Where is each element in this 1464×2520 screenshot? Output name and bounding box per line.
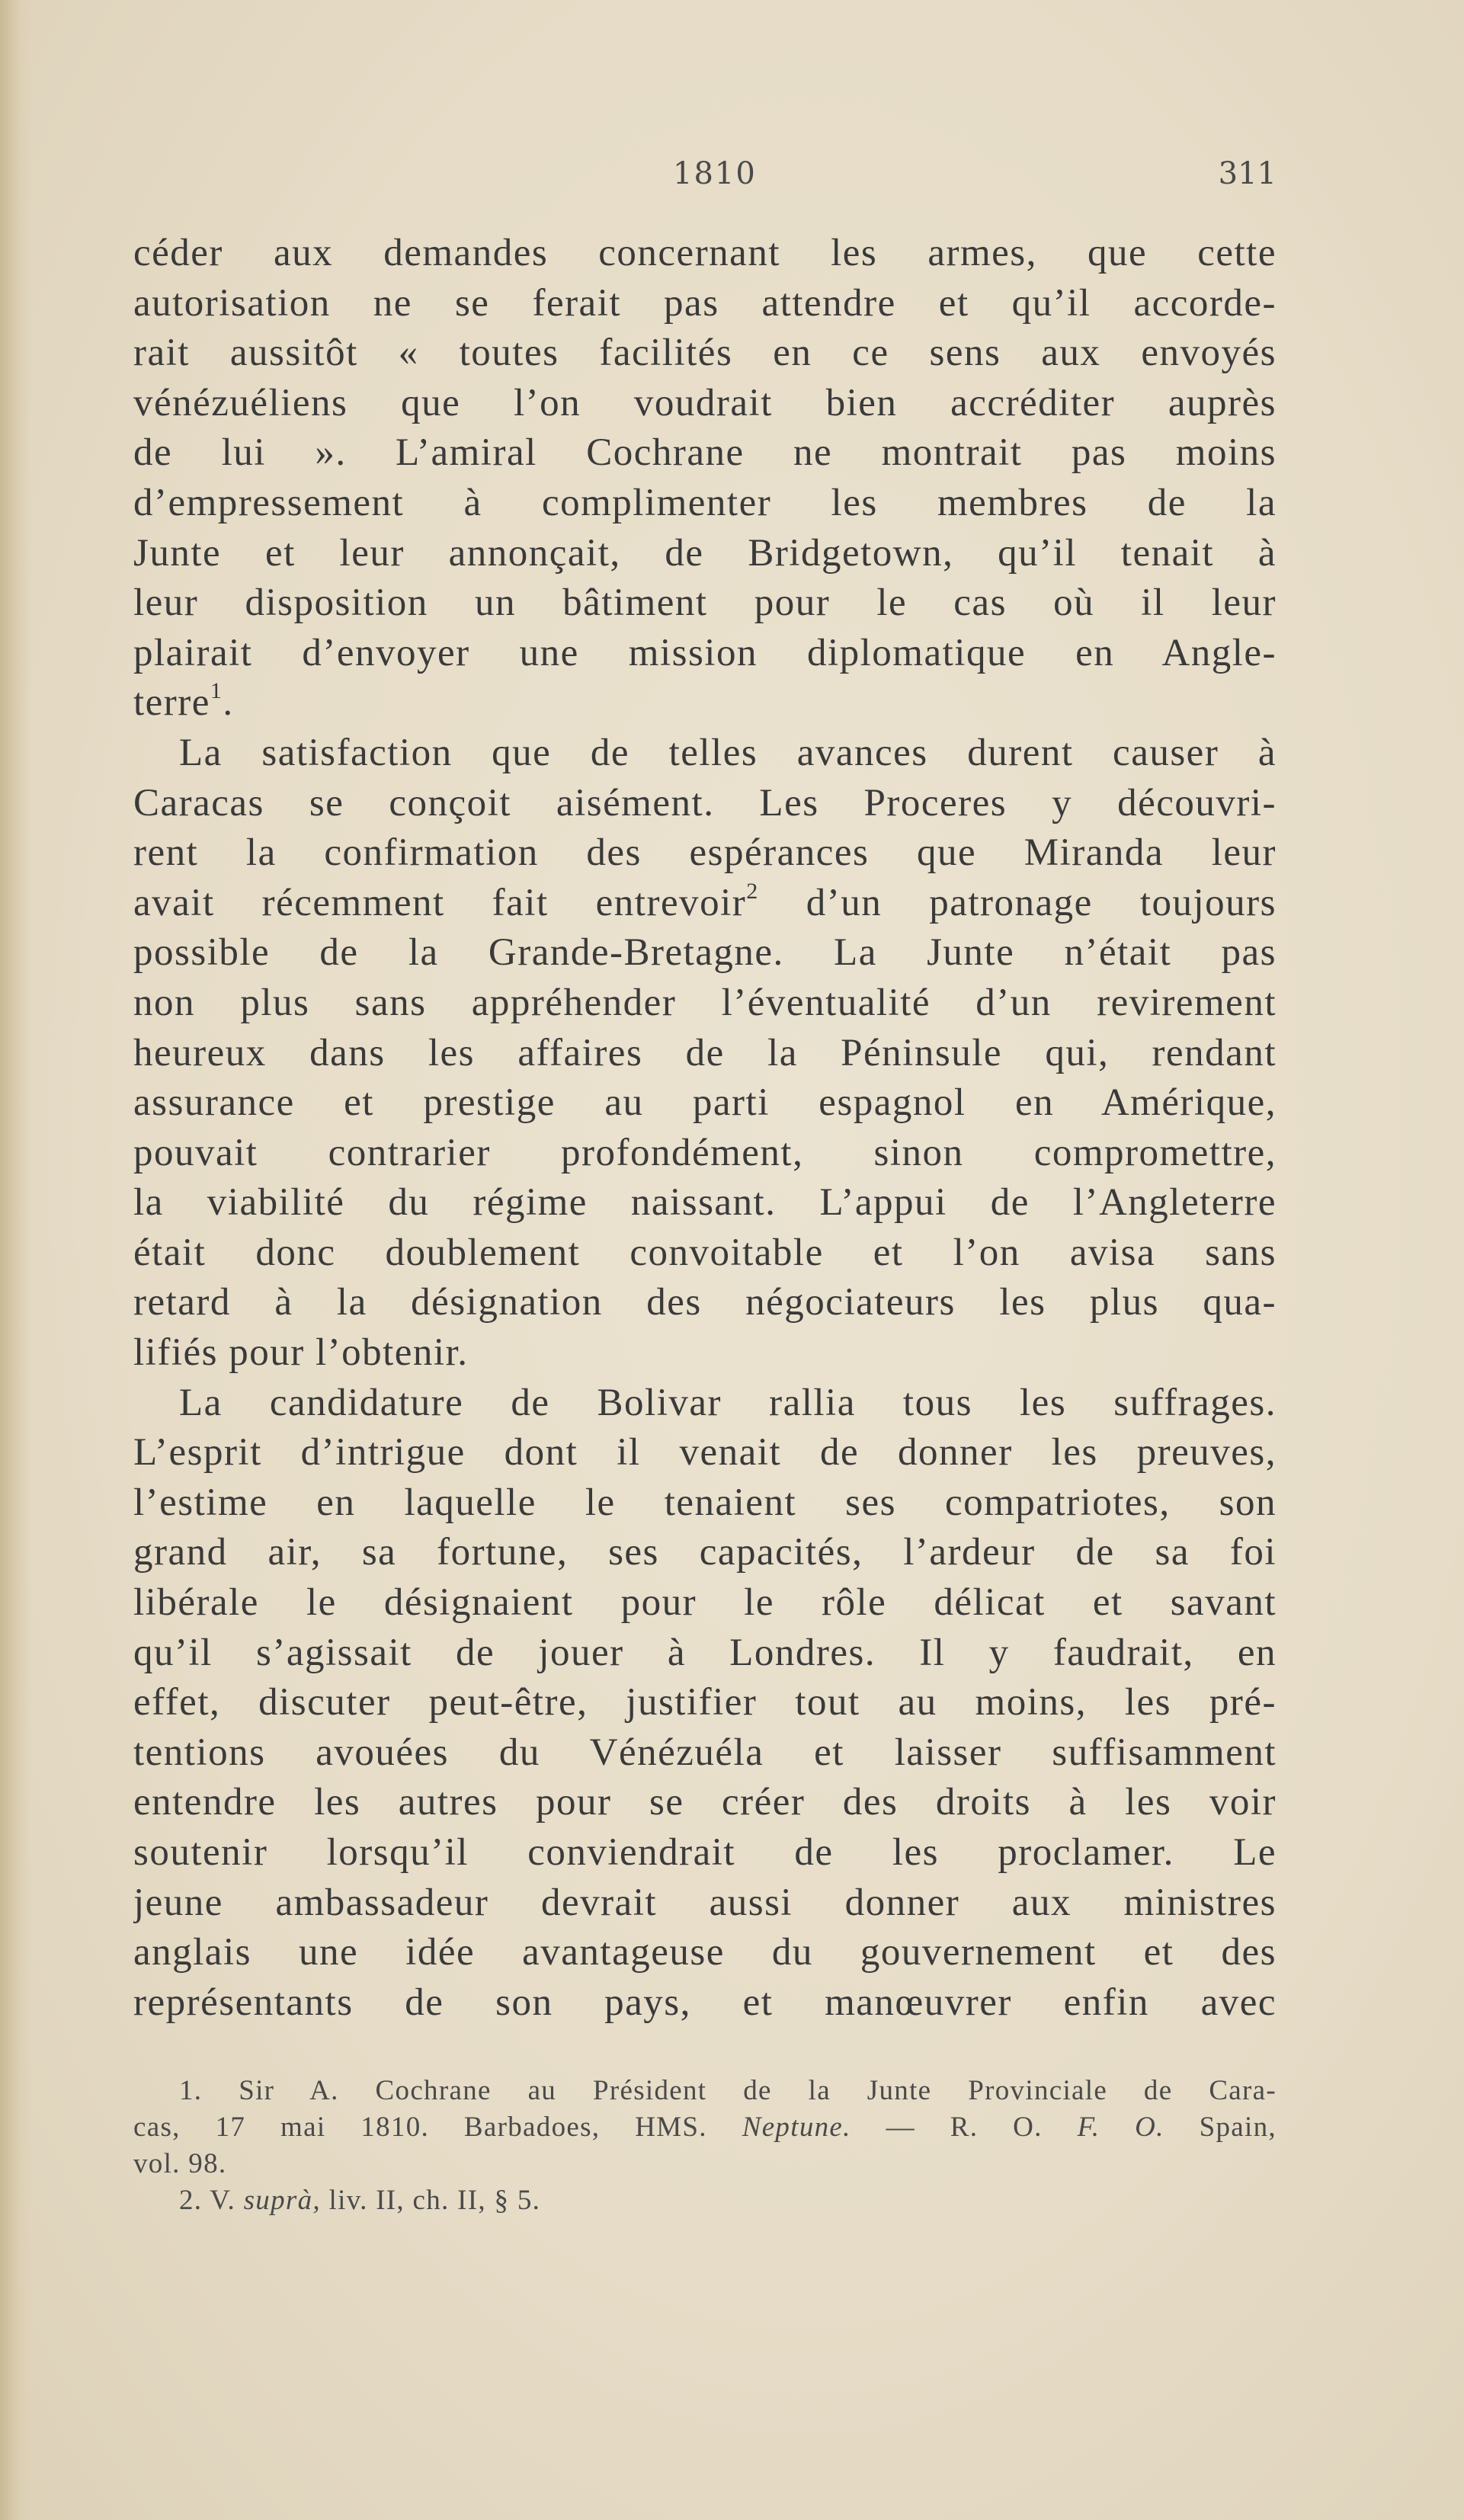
text-line: heureux dans les affaires de la Péninsule qui, rendant — [133, 1031, 1277, 1074]
text-line: la viabilité du régime naissant. L’appui de l’Angleterre — [133, 1181, 1277, 1225]
text-line: représentants de son pays, et manœuvrer enfin avec — [133, 1980, 1277, 2024]
text-line: lifiés pour l’obtenir. — [133, 1331, 469, 1375]
text-line: assurance et prestige au parti espagnol en Amérique, — [133, 1081, 1277, 1125]
text-line — [133, 678, 1277, 728]
text-line: libérale le désignaient pour le rôle délicat et savant — [133, 1581, 1277, 1625]
text-line: était donc doublement convoitable et l’on avisa sans — [133, 1231, 1277, 1274]
text-line: autorisation ne se ferait pas attendre et qu’il accorde- — [133, 281, 1277, 325]
text-line: d’empressement à complimenter les membres de la — [133, 481, 1277, 524]
text-line: possible de la Grande-Bretagne. La Junte n’était pas — [133, 931, 1277, 975]
text-line: Caracas se conçoit aisément. Les Proceres y découvri- — [133, 781, 1277, 825]
text-line: qu’il s’agissait de jouer à Londres. Il y faudrait, en — [133, 1631, 1277, 1674]
footnote-1-line: 1. Sir A. Cochrane au Président de la Junte Provinciale de Cara- — [179, 2075, 1277, 2106]
running-head-year: 1810 — [673, 156, 757, 191]
text-line: de lui ». L’amiral Cochrane ne montrait pas moins — [133, 431, 1277, 475]
text-line: leur disposition un bâtiment pour le cas où il leur — [133, 581, 1277, 625]
page-number: 311 — [1218, 156, 1277, 191]
text-line: La candidature de Bolivar rallia tous les suffrages. — [179, 1381, 1277, 1424]
text-line: plairait d’envoyer une mission diplomatique en Angle- — [133, 631, 1277, 674]
text-line: grand air, sa fortune, ses capacités, l’ardeur de sa foi — [133, 1531, 1277, 1574]
text-line: jeune ambassadeur devrait aussi donner aux ministres — [133, 1881, 1277, 1924]
text-line: anglais une idée avantageuse du gouvernement et des — [133, 1931, 1277, 1974]
text-line: Junte et leur annonçait, de Bridgetown, qu’il tenait à — [133, 531, 1277, 575]
running-head — [133, 156, 1277, 202]
footnote-fragment: — R. O. — [886, 2112, 1043, 2143]
text-line: retard à la désignation des négociateurs les plus qua- — [133, 1281, 1277, 1324]
footnote-fragment: 2. V. — [179, 2185, 236, 2216]
footnotes — [133, 2073, 1277, 2219]
text-line — [133, 879, 1277, 929]
text-line: l’estime en laquelle le tenaient ses compatriotes, son — [133, 1481, 1277, 1524]
footnote-fragment: cas, 17 mai 1810. Barbadoes, HMS. — [133, 2112, 707, 2143]
text-line: tentions avouées du Vénézuéla et laisser suffisamment — [133, 1731, 1277, 1774]
text-line: La satisfaction que de telles avances durent causer à — [179, 731, 1277, 774]
footnote-fragment: F. O. — [1077, 2112, 1164, 2143]
footnote-1-line — [133, 2109, 1277, 2146]
text-line: entendre les autres pour se créer des droits à les voir — [133, 1781, 1277, 1824]
text-fragment: d’un patronage toujours — [806, 881, 1277, 924]
footnote-ship-name: Neptune. — [742, 2112, 851, 2143]
footnote-ref-2: 2 — [746, 878, 759, 904]
text-line: vénézuéliens que l’on voudrait bien accréditer auprès — [133, 381, 1277, 424]
footnote-fragment: suprà, — [243, 2185, 321, 2216]
binding-shadow — [0, 0, 32, 2520]
text-fragment: . — [223, 681, 234, 725]
text-line: non plus sans appréhender l’éventualité d’un revirement — [133, 981, 1277, 1024]
text-fragment: terre — [133, 681, 210, 725]
text-fragment: avait récemment fait entrevoir — [133, 881, 747, 924]
text-line: L’esprit d’intrigue dont il venait de donner les preuves, — [133, 1431, 1277, 1475]
text-line: rent la confirmation des espérances que Miranda leur — [133, 831, 1277, 875]
footnote-2-line — [133, 2182, 1277, 2219]
footnote-ref-1: 1 — [210, 678, 223, 704]
footnote-fragment: liv. II, ch. II, § 5. — [328, 2185, 541, 2216]
text-line: pouvait contrarier profondément, sinon compromettre, — [133, 1131, 1277, 1174]
text-line: rait aussitôt « toutes facilités en ce sens aux envoyés — [133, 331, 1277, 375]
body-text — [133, 229, 1277, 2028]
footnote-1-line: vol. 98. — [133, 2148, 227, 2179]
text-line: céder aux demandes concernant les armes, que cette — [133, 232, 1277, 274]
text-line: effet, discuter peut-être, justifier tout au moins, les pré- — [133, 1681, 1277, 1724]
footnote-fragment: Spain, — [1199, 2112, 1277, 2143]
text-line: soutenir lorsqu’il conviendrait de les proclamer. Le — [133, 1831, 1277, 1874]
